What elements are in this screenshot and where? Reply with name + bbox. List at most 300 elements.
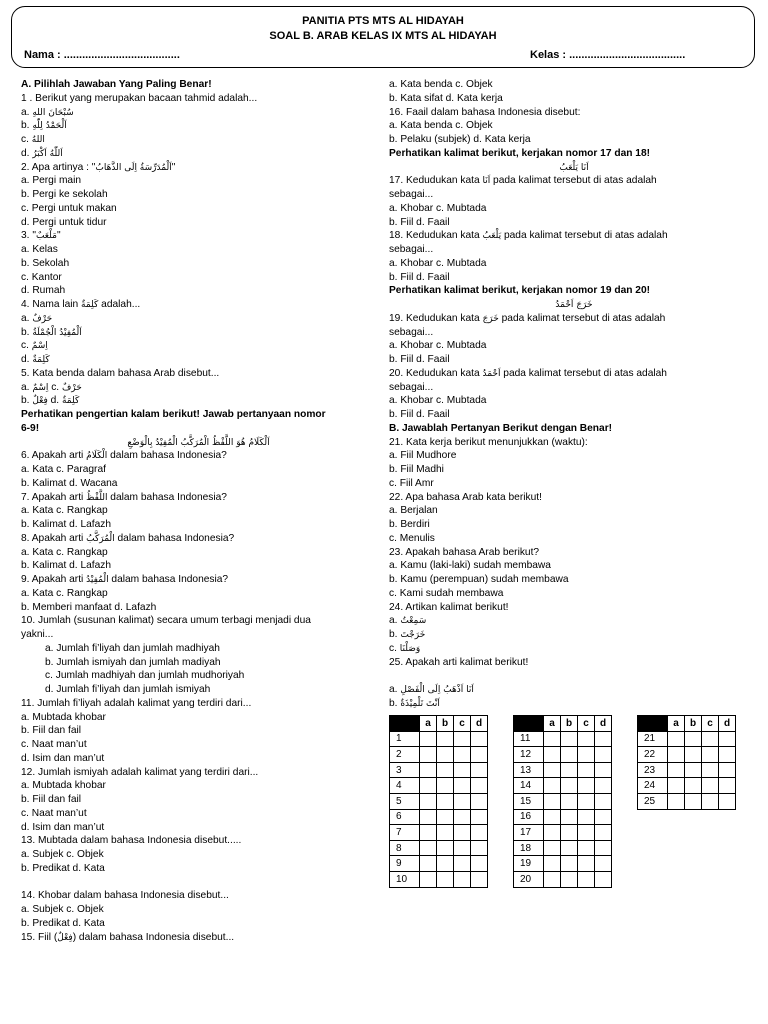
text: a. Khobar c. Mubtada	[389, 340, 487, 352]
text: 25. Apakah arti kalimat berikut!	[389, 656, 529, 668]
text: dalam bahasa Indonesia?	[108, 574, 229, 585]
text: b. Predikat d. Kata	[21, 917, 105, 929]
question-line	[389, 229, 759, 243]
arabic-text: اِسْمٌ	[32, 382, 49, 393]
answer-cell[interactable]	[578, 793, 595, 809]
text: b. Jumlah ismiyah dan jumlah madiyah	[45, 656, 221, 668]
answer-cell[interactable]	[454, 793, 471, 809]
question-line	[21, 518, 376, 532]
answer-cell[interactable]	[595, 809, 612, 825]
name-field[interactable]: Nama : ......................................	[24, 49, 180, 61]
text: a. Kata c. Rangkap	[21, 587, 108, 599]
text: a. Kamu (laki-laki) sudah membawa	[389, 560, 551, 572]
answer-cell[interactable]	[471, 871, 488, 887]
answer-cell[interactable]	[420, 731, 437, 747]
question-line	[21, 903, 376, 917]
answer-cell[interactable]	[668, 747, 685, 763]
answer-cell[interactable]	[471, 762, 488, 778]
answer-cell[interactable]	[561, 856, 578, 872]
text: b. Fiil dan fail	[21, 725, 82, 737]
answer-cell[interactable]	[595, 871, 612, 887]
answer-cell[interactable]	[454, 856, 471, 872]
text: b. Sekolah	[21, 257, 70, 269]
text: b. Fiil d. Faail	[389, 354, 450, 365]
question-line	[389, 381, 759, 395]
answer-cell[interactable]	[544, 747, 561, 763]
answer-cell[interactable]	[437, 731, 454, 747]
left-column	[21, 78, 376, 944]
answer-cell[interactable]	[668, 731, 685, 747]
answer-cell[interactable]	[719, 762, 736, 778]
arabic-text: كَلِمَةٌ	[32, 355, 50, 365]
question-line	[21, 834, 376, 848]
question-line	[21, 449, 376, 463]
answer-cell[interactable]	[578, 778, 595, 794]
text: dalam bahasa Indonesia?	[114, 532, 235, 544]
answer-cell[interactable]	[420, 871, 437, 887]
answer-cell[interactable]	[578, 809, 595, 825]
answer-cell[interactable]	[454, 840, 471, 856]
answer-cell[interactable]	[578, 747, 595, 763]
answer-cell[interactable]	[595, 825, 612, 841]
question-line	[389, 133, 759, 147]
question-line	[21, 573, 376, 587]
text: 17. Kedudukan kata	[389, 175, 483, 187]
question-line	[389, 161, 759, 175]
question-line	[21, 628, 376, 642]
question-line	[21, 381, 376, 395]
answer-cell[interactable]	[702, 762, 719, 778]
answer-cell[interactable]	[595, 762, 612, 778]
text: 23. Apakah bahasa Arab berikut?	[389, 546, 540, 558]
answer-cell[interactable]	[544, 793, 561, 809]
option-header: a	[668, 716, 685, 732]
text: c. Naat man’ut	[21, 807, 87, 819]
answer-cell[interactable]	[544, 762, 561, 778]
question-line	[21, 532, 376, 546]
answer-cell[interactable]	[544, 856, 561, 872]
question-line	[21, 848, 376, 862]
arabic-text: فِعْلٌ	[57, 932, 73, 943]
question-line	[389, 559, 759, 573]
arabic-text: اِسْمٌ	[31, 341, 48, 352]
text: dalam bahasa Indonesia?	[107, 491, 227, 503]
answer-cell[interactable]	[437, 793, 454, 809]
text: c. Pergi untuk makan	[21, 202, 117, 214]
question-number: 15	[514, 793, 544, 809]
question-number: 24	[638, 778, 668, 794]
text: b.	[389, 697, 401, 709]
text: 20. Kedudukan kata	[389, 367, 483, 379]
question-line	[389, 436, 759, 450]
question-line	[389, 106, 759, 120]
answer-cell[interactable]	[702, 778, 719, 794]
answer-cell[interactable]	[544, 731, 561, 747]
question-line	[21, 133, 376, 147]
question-line	[389, 449, 759, 463]
question-line	[389, 587, 759, 601]
question-number: 18	[514, 840, 544, 856]
question-line	[21, 257, 376, 271]
answer-cell[interactable]	[668, 793, 685, 809]
answer-cell[interactable]	[595, 840, 612, 856]
text: a. Berjalan	[389, 505, 438, 517]
arabic-text: اللَّفْظُ	[86, 492, 108, 503]
answer-cell[interactable]	[437, 747, 454, 763]
question-line	[389, 367, 759, 381]
answer-cell[interactable]	[685, 731, 702, 747]
answer-cell[interactable]	[578, 840, 595, 856]
text: b. Kalimat d. Lafazh	[21, 560, 112, 572]
option-header: a	[544, 716, 561, 732]
answer-cell[interactable]	[685, 747, 702, 763]
question-line	[389, 92, 759, 106]
text: pada kalimat tersebut di atas adalah	[490, 175, 657, 187]
text: a. Mubtada khobar	[21, 780, 106, 792]
text: d.	[21, 147, 33, 159]
table-row	[514, 747, 612, 763]
answer-cell[interactable]	[595, 856, 612, 872]
text: c.	[389, 642, 400, 654]
question-line	[389, 271, 759, 285]
text: d.	[21, 354, 33, 365]
question-line	[21, 807, 376, 821]
answer-cell[interactable]	[702, 747, 719, 763]
text: a. Subjek c. Objek	[21, 849, 104, 860]
answer-cell[interactable]	[544, 809, 561, 825]
arabic-text: يَلْعَبُ	[482, 231, 502, 242]
question-line	[21, 697, 376, 711]
text: b. Kalimat d. Wacana	[21, 477, 118, 489]
question-number: 3	[390, 762, 420, 778]
question-line	[21, 243, 376, 257]
question-line	[389, 257, 759, 271]
answer-table-21-25	[637, 715, 736, 810]
question-number: 6	[390, 809, 420, 825]
option-header: b	[561, 716, 578, 732]
text: d. Pergi untuk tidur	[21, 216, 107, 228]
question-number: 9	[390, 856, 420, 872]
answer-cell[interactable]	[471, 809, 488, 825]
text: a. Khobar c. Mubtada	[389, 257, 487, 269]
answer-cell[interactable]	[437, 871, 454, 887]
question-number: 14	[514, 778, 544, 794]
answer-cell[interactable]	[561, 793, 578, 809]
question-line	[21, 367, 376, 381]
table-row	[390, 856, 488, 872]
text: a.	[21, 312, 33, 324]
answer-cell[interactable]	[420, 778, 437, 794]
arabic-text: اَنَا اَذْهَبُ اِلَى الْفَصْلِ	[400, 685, 474, 695]
answer-cell[interactable]	[437, 762, 454, 778]
answer-table-11-20	[513, 715, 612, 888]
option-header: d	[595, 716, 612, 732]
text: b. Fiil d. Faail	[389, 271, 450, 283]
answer-cell[interactable]	[454, 731, 471, 747]
text: c. Fiil Amr	[389, 477, 434, 489]
answer-cell[interactable]	[544, 840, 561, 856]
question-line	[389, 573, 759, 587]
question-line	[21, 738, 376, 752]
answer-cell[interactable]	[437, 778, 454, 794]
text: a. Kata c. Paragraf	[21, 464, 106, 475]
question-line	[21, 174, 376, 188]
question-line	[389, 532, 759, 546]
answer-cell[interactable]	[437, 856, 454, 872]
question-number: 5	[390, 793, 420, 809]
answer-cell[interactable]	[668, 778, 685, 794]
answer-cell[interactable]	[420, 856, 437, 872]
question-line	[389, 601, 759, 615]
text: a. Kata c. Rangkap	[21, 546, 108, 558]
answer-cell[interactable]	[578, 871, 595, 887]
question-line	[21, 669, 376, 683]
text: 9. Apakah arti	[21, 574, 87, 585]
arabic-text: سُبْحَانَ اللهِ	[32, 107, 74, 118]
arabic-text: كَلِمَةٌ	[61, 396, 80, 407]
answer-cell[interactable]	[578, 856, 595, 872]
answer-cell[interactable]	[578, 731, 595, 747]
text: b. Pergi ke sekolah	[21, 189, 108, 200]
text: a. Fiil Mudhore	[389, 450, 457, 462]
table-corner	[390, 716, 420, 732]
text: b.	[21, 326, 33, 338]
question-number: 11	[514, 731, 544, 747]
answer-cell[interactable]	[685, 762, 702, 778]
question-line	[389, 477, 759, 491]
table-row	[390, 809, 488, 825]
text: 6. Apakah arti	[21, 450, 87, 462]
arabic-text: اَلْكَلَامُ هُوَ اللَّفْظُ الْمُرَكَّبُ الْمُفِيْدُ بِالْوَضْعِ	[127, 437, 270, 448]
arabic-text: الْكَلَامُ	[86, 451, 108, 462]
answer-cell[interactable]	[702, 793, 719, 809]
answer-cell[interactable]	[471, 747, 488, 763]
answer-cell[interactable]	[544, 825, 561, 841]
answer-cell[interactable]	[595, 731, 612, 747]
text: sebagai...	[389, 381, 434, 393]
question-line	[389, 243, 759, 257]
option-header: b	[685, 716, 702, 732]
question-line	[21, 491, 376, 505]
answer-cell[interactable]	[454, 825, 471, 841]
question-line	[21, 862, 376, 876]
question-number: 13	[514, 762, 544, 778]
question-number: 19	[514, 856, 544, 872]
question-line	[21, 656, 376, 670]
text: 24. Artikan kalimat berikut!	[389, 601, 509, 613]
answer-cell[interactable]	[420, 747, 437, 763]
arabic-text: خَرَجَ اَحْمَدُ	[555, 300, 593, 310]
table-row	[514, 793, 612, 809]
question-line	[21, 188, 376, 202]
table-row	[514, 731, 612, 747]
question-line	[389, 546, 759, 560]
question-line	[389, 656, 759, 670]
question-line	[389, 642, 759, 656]
answer-cell[interactable]	[561, 731, 578, 747]
answer-cell[interactable]	[471, 778, 488, 794]
question-line	[21, 477, 376, 491]
answer-cell[interactable]	[437, 809, 454, 825]
answer-cell[interactable]	[437, 825, 454, 841]
question-line	[21, 339, 376, 353]
table-row	[514, 856, 612, 872]
text: 21. Kata kerja berikut menunjukkan (waktu):	[389, 436, 588, 448]
answer-cell[interactable]	[471, 840, 488, 856]
text: b. Predikat d. Kata	[21, 862, 105, 874]
answer-table-1-10	[389, 715, 488, 888]
answer-cell[interactable]	[454, 809, 471, 825]
answer-cell[interactable]	[454, 747, 471, 763]
answer-cell[interactable]	[595, 793, 612, 809]
option-header: c	[578, 716, 595, 732]
arabic-text: كَلِمَةٌ	[81, 300, 99, 310]
answer-cell[interactable]	[471, 793, 488, 809]
table-row	[390, 793, 488, 809]
answer-cell[interactable]	[437, 840, 454, 856]
arabic-text: اَنْتَ تَلْمِيْذَةٌ	[400, 698, 440, 709]
text: a. Jumlah fi’liyah dan jumlah madhiyah	[45, 642, 220, 654]
text: 14. Khobar dalam bahasa Indonesia disebut...	[21, 890, 229, 902]
answer-cell[interactable]	[420, 840, 437, 856]
table-row	[638, 778, 736, 794]
question-line	[389, 353, 759, 367]
arabic-text: اَلْمُفِيْدُ الْجُمْلَةُ	[32, 327, 82, 338]
arabic-text: اَنَا	[482, 176, 491, 187]
question-line	[389, 202, 759, 216]
question-number: 22	[638, 747, 668, 763]
class-field[interactable]: Kelas : ......................................	[530, 49, 686, 61]
text: b. Memberi manfaat d. Lafazh	[21, 601, 157, 613]
answer-cell[interactable]	[561, 825, 578, 841]
text: b. Kata sifat d. Kata kerja	[389, 92, 503, 104]
arabic-text: مَلْعَبٌ	[35, 231, 57, 242]
question-number: 4	[390, 778, 420, 794]
question-line	[21, 504, 376, 518]
answer-cell[interactable]	[595, 778, 612, 794]
text: b. Kalimat d. Lafazh	[21, 519, 112, 530]
arabic-text: اَللّٰهُ اَكْبَرُ	[32, 148, 63, 159]
answer-cell[interactable]	[561, 778, 578, 794]
text: 8. Apakah arti	[21, 532, 87, 544]
question-line	[21, 917, 376, 931]
question-line	[389, 504, 759, 518]
arabic-text: سَمِعْتُ	[400, 616, 427, 627]
question-line	[21, 202, 376, 216]
text: a. Mubtada khobar	[21, 711, 106, 723]
question-line	[21, 106, 376, 120]
text: Perhatikan pengertian kalam berikut! Jawab pertanyaan nomor	[21, 409, 326, 420]
answer-cell[interactable]	[578, 825, 595, 841]
table-corner	[514, 716, 544, 732]
question-line	[389, 174, 759, 188]
answer-cell[interactable]	[454, 778, 471, 794]
answer-cell[interactable]	[668, 762, 685, 778]
text: a.	[389, 615, 401, 627]
arabic-text: اَحْمَدُ	[482, 368, 501, 379]
text: dalam bahasa Indonesia?	[107, 450, 227, 462]
answer-cell[interactable]	[561, 809, 578, 825]
answer-cell[interactable]	[454, 762, 471, 778]
question-line	[389, 518, 759, 532]
answer-cell[interactable]	[471, 731, 488, 747]
text: a. Kata benda c. Objek	[389, 79, 493, 90]
question-number: 10	[390, 871, 420, 887]
table-row	[638, 762, 736, 778]
text: a. Khobar c. Mubtada	[389, 395, 487, 407]
answer-cell[interactable]	[561, 840, 578, 856]
text: d. Isim dan man’ut	[21, 752, 105, 764]
answer-cell[interactable]	[595, 747, 612, 763]
question-line	[21, 724, 376, 738]
table-row	[638, 731, 736, 747]
question-number: 25	[638, 793, 668, 809]
text: 13. Mubtada dalam bahasa Indonesia disebut.....	[21, 835, 242, 847]
question-line	[389, 463, 759, 477]
question-line	[21, 931, 376, 945]
text: d. Isim dan man’ut	[21, 821, 105, 833]
answer-cell[interactable]	[420, 762, 437, 778]
answer-cell[interactable]	[544, 871, 561, 887]
arabic-text: وَصَلْنَا	[399, 643, 421, 654]
right-column	[389, 78, 759, 711]
question-line	[389, 78, 759, 92]
answer-cell[interactable]	[420, 825, 437, 841]
text: a. Kata benda c. Objek	[389, 120, 493, 132]
answer-cell[interactable]	[685, 793, 702, 809]
text: b. Fiil d. Faail	[389, 216, 450, 228]
text: 12. Jumlah ismiyah adalah kalimat yang terdiri dari...	[21, 766, 259, 778]
answer-cell[interactable]	[420, 809, 437, 825]
text: 5. Kata benda dalam bahasa Arab disebut...	[21, 367, 220, 379]
answer-cell[interactable]	[561, 871, 578, 887]
question-number: 2	[390, 747, 420, 763]
answer-cell[interactable]	[578, 762, 595, 778]
question-line	[21, 92, 376, 106]
answer-cell[interactable]	[719, 731, 736, 747]
text: "	[56, 230, 61, 242]
question-line	[389, 683, 759, 697]
answer-cell[interactable]	[454, 871, 471, 887]
text: 10. Jumlah (susunan kalimat) secara umum terbagi menjadi dua	[21, 615, 311, 627]
question-line	[21, 298, 376, 312]
question-line	[21, 216, 376, 230]
answer-cell[interactable]	[471, 825, 488, 841]
answer-cell[interactable]	[719, 747, 736, 763]
question-line	[21, 711, 376, 725]
answer-cell[interactable]	[719, 793, 736, 809]
text: 6-9!	[21, 422, 40, 434]
answer-cell[interactable]	[702, 731, 719, 747]
text: c. Kami sudah membawa	[389, 587, 504, 599]
answer-cell[interactable]	[471, 856, 488, 872]
question-line	[21, 601, 376, 615]
answer-cell[interactable]	[420, 793, 437, 809]
answer-cell[interactable]	[685, 778, 702, 794]
text: c. Naat man’ut	[21, 739, 87, 750]
answer-cell[interactable]	[561, 762, 578, 778]
text: 22. Apa bahasa Arab kata berikut!	[389, 491, 542, 503]
answer-cell[interactable]	[561, 747, 578, 763]
text: c. Jumlah madhiyah dan jumlah mudhoriyah	[45, 670, 245, 682]
answer-cell[interactable]	[544, 778, 561, 794]
table-row	[514, 825, 612, 841]
exam-header	[11, 6, 755, 68]
answer-cell[interactable]	[719, 778, 736, 794]
question-line	[21, 436, 376, 450]
text: pada kalimat tersebut di atas adalah	[498, 312, 666, 324]
arabic-text: اَلْحَمْدُ لِلّٰهِ	[32, 121, 67, 132]
